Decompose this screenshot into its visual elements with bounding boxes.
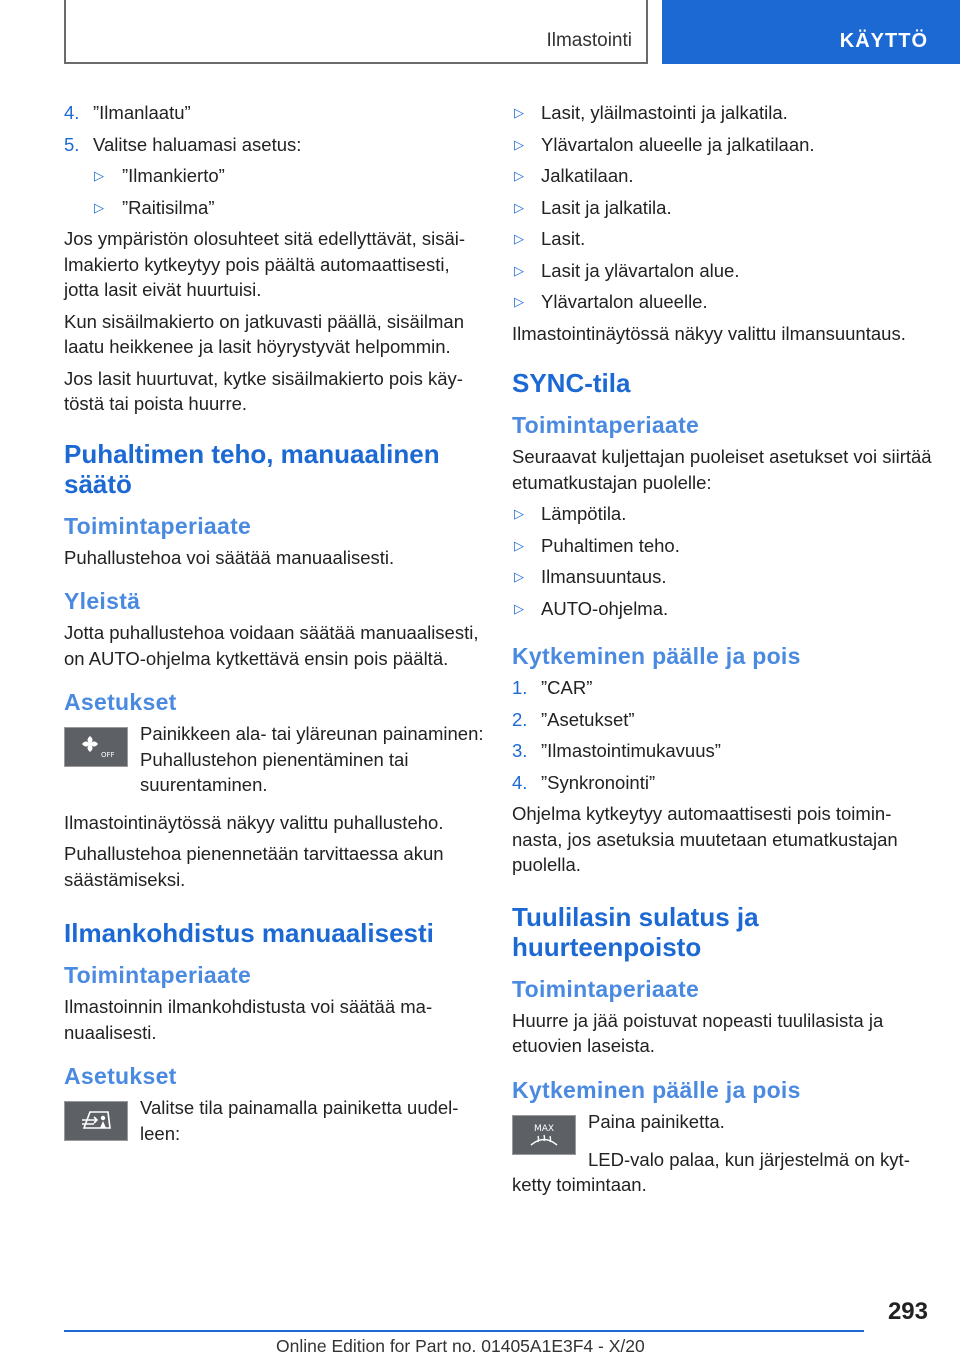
subsection-heading: Toimintaperiaate	[512, 975, 700, 1002]
subsection-heading: Kytkeminen päälle ja pois	[512, 1076, 801, 1103]
triangle-bullet-icon: ▷	[514, 199, 524, 215]
list-item	[512, 501, 932, 527]
paragraph: Kun sisäilmakierto on jatkuvasti päällä, sisäilman laatu heikkenee ja lasit höyrystyvät helpommin.	[64, 310, 464, 357]
paragraph: Seuraavat kuljettajan puoleiset asetukset voi siirtää etumatkustajan puolelle:	[512, 446, 932, 493]
step-number: 5.	[64, 133, 80, 155]
max-defrost-icon-label: MAX	[533, 1123, 555, 1134]
step-item	[512, 675, 932, 701]
fan-icon	[76, 732, 116, 762]
list-item-text: Lasit ja ylävartalon alue.	[541, 259, 740, 281]
triangle-bullet-icon: ▷	[514, 506, 524, 521]
paragraph: Ilmastointinäytössä näkyy valittu ilmansuuntaus.	[512, 322, 906, 344]
fan-icon-off-label: OFF	[101, 751, 115, 759]
paragraph: Paina painiketta.	[588, 1110, 725, 1132]
list-item	[512, 533, 932, 559]
paragraph: Puhallustehoa pienennetään tarvittaessa akun säästämiseksi.	[64, 843, 444, 890]
triangle-bullet-icon: ▷	[514, 569, 524, 584]
paragraph: Valitse tila painamalla painiketta uudelleen:	[140, 1097, 459, 1144]
list-item-text: Lämpötila.	[541, 503, 627, 524]
paragraph: Jos lasit huurtuvat, kytke sisäilmakierto pois käytöstä tai poista huurre.	[64, 367, 463, 414]
list-item	[512, 258, 932, 284]
list-item	[512, 226, 932, 252]
triangle-bullet-icon: ▷	[514, 168, 524, 183]
triangle-bullet-icon: ▷	[94, 199, 104, 215]
subsection-heading: Asetukset	[64, 1063, 177, 1089]
right-column	[512, 100, 932, 1204]
list-item-text: ”Raitisilma”	[122, 196, 215, 218]
page-number: 293	[887, 1298, 928, 1325]
triangle-bullet-icon: ▷	[514, 262, 524, 278]
paragraph: Ilmastoinnin ilmankohdistusta voi säätää manuaalisesti.	[64, 996, 433, 1043]
max-defrost-button[interactable]	[512, 1115, 576, 1155]
step-number: 4.	[512, 771, 528, 793]
list-item-text: Ylävartalon alueelle ja jalkatilaan.	[541, 133, 815, 155]
section-title: Ilmastointi	[546, 30, 632, 51]
defrost-row	[512, 1109, 932, 1173]
step-text: ”Synkronointi”	[541, 771, 656, 793]
step-number: 2.	[512, 708, 528, 730]
step-text: Valitse haluamasi asetus:	[93, 133, 302, 155]
list-item	[512, 163, 932, 189]
air-distribution-row	[64, 1095, 484, 1159]
step-text: ”Ilmanlaatu”	[93, 102, 191, 123]
left-column	[64, 100, 484, 1165]
section-heading: Ilmankohdistus manuaalisesti	[64, 918, 434, 948]
list-item	[512, 564, 932, 590]
header-frame	[64, 0, 648, 64]
list-item-text: Ilmansuuntaus.	[541, 566, 667, 587]
list-item	[64, 195, 484, 221]
triangle-bullet-icon: ▷	[514, 105, 524, 120]
list-item	[512, 596, 932, 622]
paragraph: Jotta puhallustehoa voidaan säätää manuaalisesti, on AUTO-ohjelma kytkettävä ensin pois päältä.	[64, 622, 479, 669]
step-item	[512, 707, 932, 733]
triangle-bullet-icon: ▷	[94, 168, 104, 183]
subsection-heading: Asetukset	[64, 689, 177, 715]
step-text: ”CAR”	[541, 677, 593, 698]
subsection-heading: Toimintaperiaate	[512, 412, 700, 438]
subsection-heading: Toimintaperiaate	[64, 962, 252, 988]
subsection-heading: Kytkeminen päälle ja pois	[512, 643, 801, 669]
list-item	[64, 163, 484, 189]
paragraph: Ohjelma kytkeytyy automaattisesti pois toiminnasta, jos asetuksia muutetaan etumatkustajan puolella.	[512, 803, 898, 875]
list-item	[512, 195, 932, 221]
triangle-bullet-icon: ▷	[514, 136, 524, 152]
chapter-tab-label: KÄYTTÖ	[839, 30, 928, 52]
paragraph: Huurre ja jää poistuvat nopeasti tuulilasista ja etuovien laseista.	[512, 1009, 884, 1056]
step-number: 4.	[64, 102, 80, 123]
paragraph: Puhallustehoa voi säätää manuaalisesti.	[64, 546, 395, 568]
paragraph: Painikkeen ala- tai yläreunan painaminen: Puhallustehon pienentäminen tai suurentaminen.	[140, 723, 484, 795]
list-item-text: ”Ilmankierto”	[122, 165, 225, 186]
section-heading: Tuulilasin sulatus ja huurteenpoisto	[512, 901, 759, 962]
list-item	[512, 132, 932, 158]
step-item	[512, 738, 932, 764]
air-distribution-button[interactable]	[64, 1101, 128, 1141]
step-text: ”Ilmastointimukavuus”	[541, 740, 721, 761]
fan-control-row	[64, 721, 484, 798]
paragraph: LED-valo palaa, kun järjestelmä on kytketty toimintaan.	[512, 1148, 910, 1195]
list-item	[512, 289, 932, 315]
triangle-bullet-icon: ▷	[514, 537, 524, 553]
section-heading: SYNC-tila	[512, 368, 631, 398]
list-item-text: Ylävartalon alueelle.	[541, 291, 708, 312]
max-defrost-icon	[524, 1120, 564, 1150]
paragraph: Ilmastointinäytössä näkyy valittu puhallusteho.	[64, 811, 444, 833]
list-item-text: Puhaltimen teho.	[541, 534, 680, 556]
air-distribution-icon	[76, 1106, 116, 1136]
subsection-heading: Toimintaperiaate	[64, 512, 252, 539]
step-item	[64, 132, 484, 158]
step-item	[64, 100, 484, 126]
footer-edition: Online Edition for Part no. 01405A1E3F4 - X/20	[276, 1336, 645, 1356]
triangle-bullet-icon: ▷	[514, 294, 524, 309]
triangle-bullet-icon: ▷	[514, 231, 524, 246]
chapter-tab[interactable]	[662, 0, 960, 64]
subsection-heading: Yleistä	[64, 588, 141, 614]
footer-divider	[64, 1330, 864, 1332]
step-number: 3.	[512, 740, 528, 761]
step-item	[512, 770, 932, 796]
fan-speed-button[interactable]	[64, 727, 128, 767]
list-item-text: Lasit.	[541, 228, 586, 249]
list-item-text: AUTO-ohjelma.	[541, 597, 669, 619]
list-item-text: Lasit, yläilmastointi ja jalkatila.	[541, 102, 788, 123]
step-number: 1.	[512, 677, 528, 698]
list-item-text: Lasit ja jalkatila.	[541, 196, 672, 218]
paragraph: Jos ympäristön olosuhteet sitä edellyttävät, sisäilmakierto kytkeytyy pois päältä automaattisesti, jotta lasit eivät huurtuisi.	[64, 228, 466, 300]
triangle-bullet-icon: ▷	[514, 600, 524, 616]
step-text: ”Asetukset”	[541, 708, 635, 730]
list-item-text: Jalkatilaan.	[541, 165, 634, 186]
list-item	[512, 100, 932, 126]
section-heading: Puhaltimen teho, manuaalinen säätö	[64, 438, 440, 499]
